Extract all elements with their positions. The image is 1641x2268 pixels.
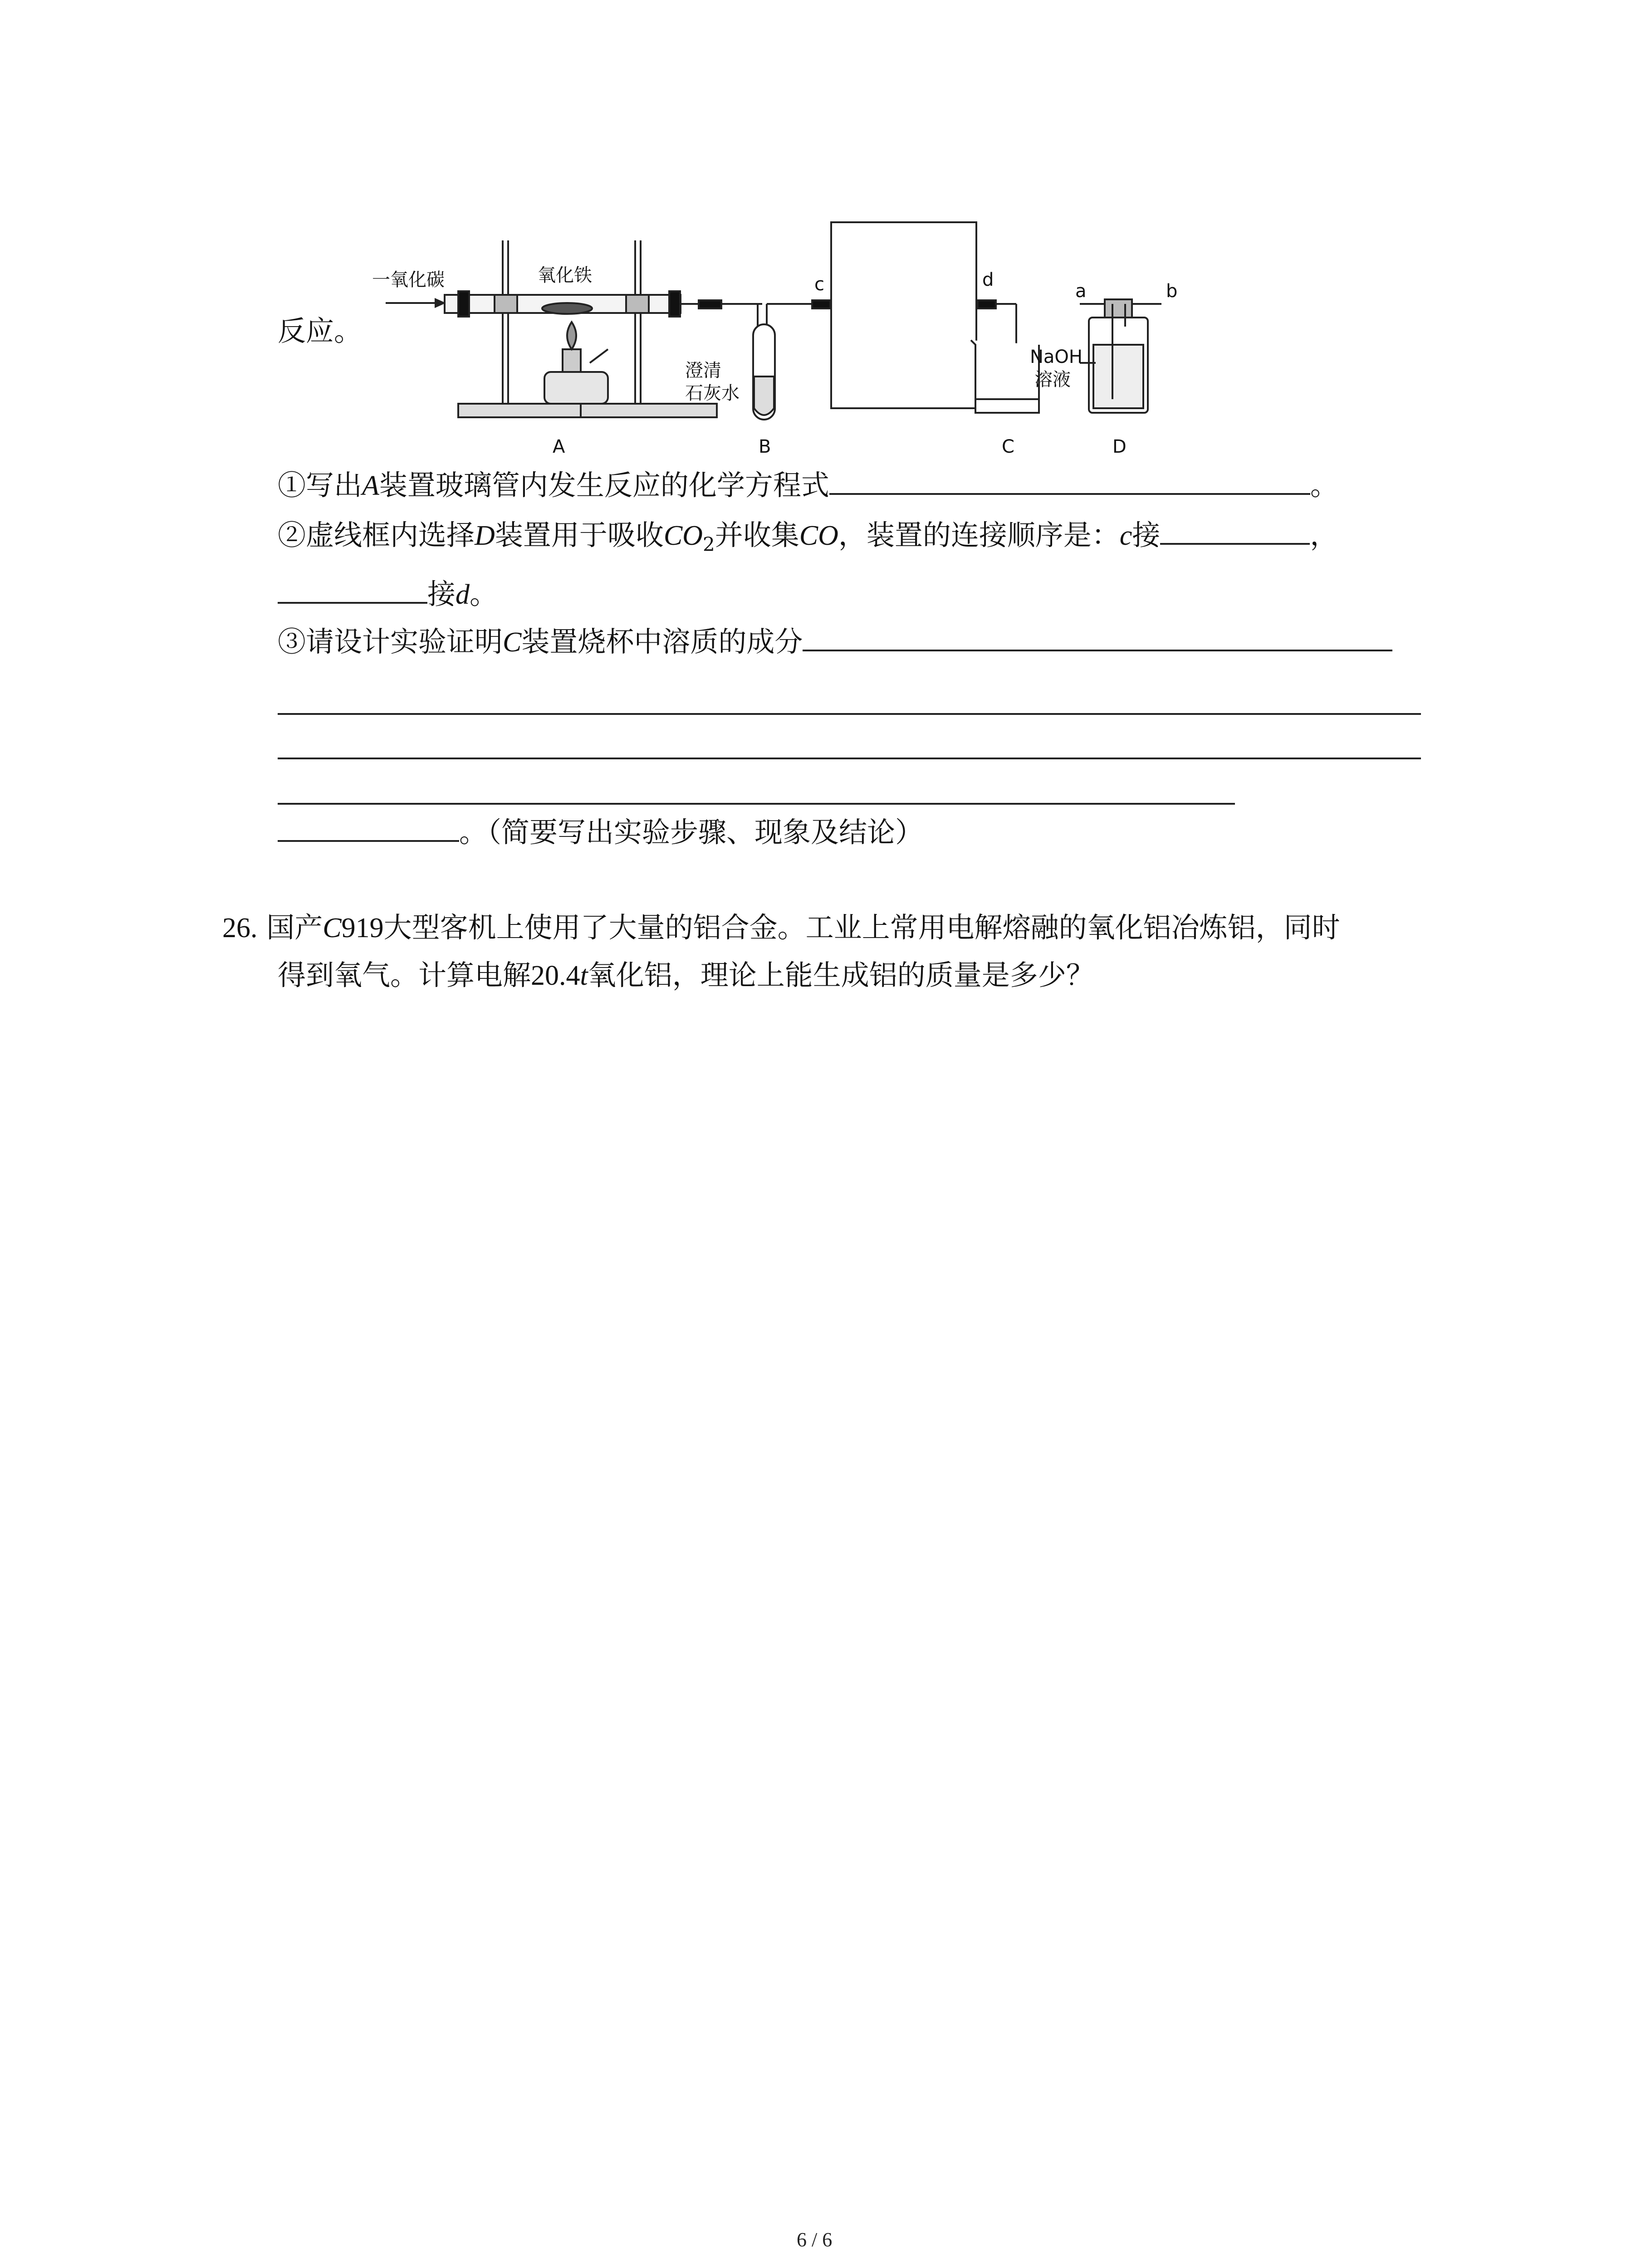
answer-blank-connection-2[interactable]	[278, 597, 427, 604]
apparatus-label-d: D	[1112, 436, 1127, 457]
item-text: 装置烧杯中溶质的成分	[521, 625, 803, 658]
question-text: 得到氧气。计算电解	[278, 958, 531, 992]
reaction-text: 反应。	[278, 314, 362, 347]
item-text: 装置用于吸收	[495, 518, 664, 552]
variable-d: D	[475, 520, 495, 551]
item-text: ，	[1310, 518, 1338, 552]
variable-c: C	[503, 627, 522, 658]
question-item-2	[278, 517, 1338, 562]
naoh-label-1: NaOH	[1030, 347, 1083, 367]
answer-line-4[interactable]	[278, 803, 1235, 805]
item-text: 接	[1132, 518, 1161, 552]
apparatus-diagram	[372, 213, 1198, 467]
formula-co2-subscript: 2	[702, 533, 715, 556]
variable-a: A	[362, 470, 379, 501]
item-marker: ②	[278, 518, 306, 552]
mass-value: 20.4	[531, 960, 580, 991]
co-label: 一氧化碳	[372, 269, 445, 290]
apparatus-label-a: A	[553, 436, 565, 457]
answer-line-2[interactable]	[278, 713, 1421, 715]
item-text: 写出	[306, 469, 362, 502]
port-b-label: b	[1166, 281, 1178, 302]
item-end: 。	[470, 577, 498, 611]
question-item-1	[278, 467, 1338, 504]
item-marker: ③	[278, 625, 306, 658]
question-item-2-line-2	[278, 576, 498, 613]
port-a-label: a	[1075, 281, 1087, 302]
port-c-label: c	[814, 274, 824, 295]
question-text: 氧化铝，理论上能生成铝的质量是多少？	[588, 958, 1094, 992]
item-text: 并收集	[715, 518, 799, 552]
question-26-line-1	[222, 909, 1340, 946]
answer-line-3[interactable]	[278, 758, 1421, 759]
answer-blank-connection-1[interactable]	[1160, 538, 1310, 545]
port-d-label: d	[982, 269, 994, 290]
question-number: 26.	[222, 913, 258, 943]
fe2o3-label: 氧化铁	[538, 265, 592, 286]
question-item-3	[278, 624, 1392, 660]
plane-model-number: 919	[341, 913, 384, 943]
plane-model-letter: C	[323, 913, 342, 943]
limewater-label-1: 澄清	[685, 360, 721, 381]
question-text: 国产	[266, 911, 323, 944]
item-note: 。（简要写出实验步骤、现象及结论）	[459, 816, 924, 849]
naoh-label-2: 溶液	[1034, 369, 1071, 390]
question-text: 大型客机上使用了大量的铝合金。工业上常用电解熔融的氧化铝冶炼铝，同时	[383, 911, 1340, 944]
limewater-label-2: 石灰水	[685, 383, 740, 404]
item-text: 装置玻璃管内发生反应的化学方程式	[379, 469, 829, 502]
item-end: 。	[1310, 469, 1338, 502]
answer-blank-design-end[interactable]	[278, 836, 459, 842]
question-26-line-2	[278, 957, 1094, 994]
answer-blank-design-1[interactable]	[803, 645, 1392, 651]
question-item-3-end	[278, 814, 923, 850]
mass-unit: t	[580, 960, 588, 991]
item-text: 请设计实验证明	[306, 625, 503, 658]
variable-c: c	[1119, 520, 1132, 551]
answer-blank-equation[interactable]	[829, 489, 1310, 495]
variable-d-lower: d	[456, 579, 470, 610]
formula-co2: CO	[663, 520, 703, 551]
page-number: 6 / 6	[797, 2229, 833, 2251]
apparatus-label-c: C	[1002, 436, 1014, 457]
item-text: 接	[427, 577, 456, 611]
item-marker: ①	[278, 469, 306, 502]
apparatus-label-b: B	[759, 436, 771, 457]
formula-co: CO	[799, 520, 838, 551]
item-text: 虚线框内选择	[306, 518, 475, 552]
item-text: ，装置的连接顺序是：	[838, 518, 1120, 552]
